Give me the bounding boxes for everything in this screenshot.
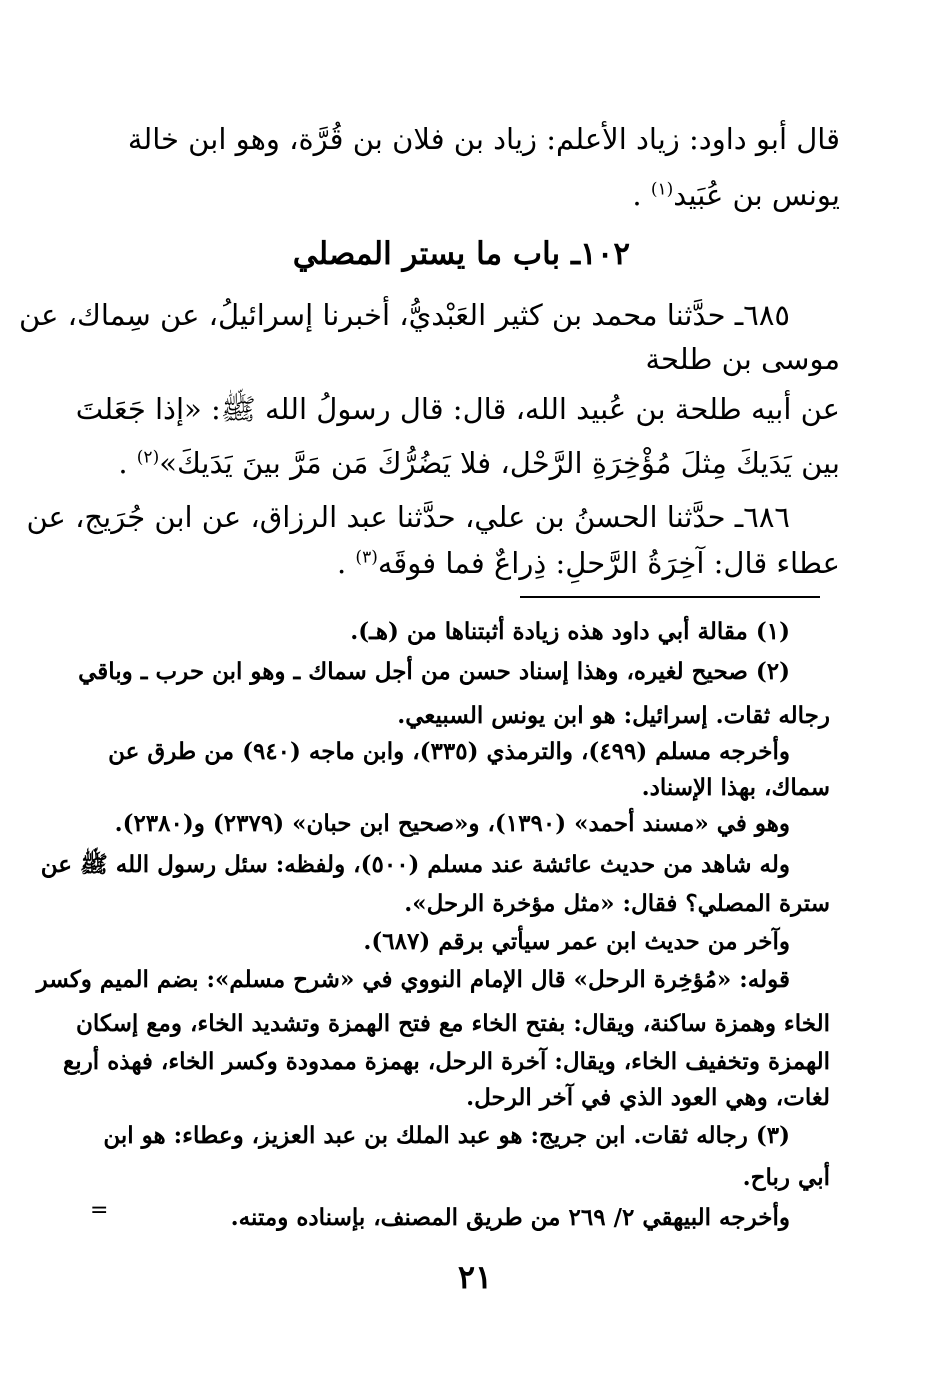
hadith-685-line-1 — [19, 298, 790, 332]
footnote-3-line-1 — [103, 1122, 790, 1149]
footnote-2-line-8-text: وآخر من حديث ابن عمر سيأتي برقم (٦٨٧). — [363, 928, 790, 955]
footnote-2-line-1-text: (٢) صحيح لغيره، وهذا إسناد حسن من أجل سماك ـ وهو ابن حرب ـ وباقي — [78, 658, 790, 685]
chapter-title-text: ١٠٢ـ باب ما يستر المصلي — [292, 236, 630, 272]
footnote-2-line-10-text: الخاء وهمزة ساكنة، ويقال: بفتح الخاء مع فتح الهمزة وتشديد الخاء، ومع إسكان — [76, 1010, 830, 1037]
hadith-685-line-3-text: عن أبيه طلحة بن عُبيد الله، قال: قال رسولُ الله ﷺ: «إذا جَعَلتَ — [75, 392, 840, 426]
hadith-685-line-2 — [645, 342, 840, 376]
intro-line-2-end: . — [632, 178, 642, 212]
footnote-2-line-8 — [363, 928, 790, 955]
hadith-685-line-4 — [118, 446, 840, 480]
hadith-686-line-1 — [26, 500, 790, 534]
hadith-686-line-2-text: عطاء قال: آخِرَةُ الرَّحلِ: ذِراعٌ فما فوقَه — [377, 546, 840, 580]
footnote-ref-2[interactable]: (٢) — [136, 447, 160, 468]
footnote-2-line-3 — [108, 738, 790, 765]
hadith-685-line-3 — [76, 392, 840, 434]
footnote-2-line-9-text: قوله: «مُؤخِرة الرحل» قال الإمام النووي في «شرح مسلم»: بضم الميم وكسر — [36, 966, 790, 993]
hadith-685-line-2-text: موسى بن طلحة — [645, 342, 840, 376]
intro-line-2-text: يونس بن عُبَيد — [673, 178, 840, 212]
footnote-3-line-3 — [231, 1204, 790, 1231]
hadith-686-line-2-end: . — [336, 546, 347, 580]
footnote-ref-1[interactable]: (١) — [650, 179, 674, 200]
footnote-2-line-11-text: الهمزة وتخفيف الخاء، ويقال: آخرة الرحل، بهمزة ممدودة وكسر الخاء، فهذه أربع — [63, 1048, 830, 1075]
hadith-685-line-4-text: بين يَدَيكَ مِثلَ مُؤْخِرَةِ الرَّحْل، فلا يَضُرُّكَ مَن مَرَّ بينَ يَدَيكَ» — [159, 446, 840, 480]
footnote-2-line-4-text: سماك، بهذا الإسناد. — [641, 774, 830, 801]
hadith-686-line-1-text: ٦٨٦ـ حدَّثنا الحسنُ بن علي، حدَّثنا عبد الرزاق، عن ابن جُرَيج، عن — [26, 500, 790, 534]
footnote-separator — [520, 596, 820, 598]
footnote-1 — [350, 618, 790, 645]
footnote-2-line-9 — [37, 966, 790, 993]
footnote-2-line-6-text: وله شاهد من حديث عائشة عند مسلم (٥٠٠)، ولفظه: سئل رسول الله ﷺ عن — [40, 851, 790, 878]
footnote-2-line-3-text: وأخرجه مسلم (٤٩٩)، والترمذي (٣٣٥)، وابن ماجه (٩٤٠) من طرق عن — [108, 738, 790, 765]
footnote-2-line-2 — [397, 702, 830, 729]
intro-line-1-text: قال أبو داود: زياد الأعلم: زياد بن فلان بن قُرَّة، وهو ابن خالة — [127, 122, 840, 156]
footnote-2-line-12-text: لغات، وهي العود الذي في آخر الرحل. — [466, 1084, 830, 1111]
chapter-title — [293, 236, 630, 272]
footnote-3-line-2-text: أبي رباح. — [742, 1164, 830, 1191]
footnote-2-line-12 — [466, 1084, 830, 1111]
footnote-2-line-2-text: رجاله ثقات. إسرائيل: هو ابن يونس السبيعي. — [397, 702, 830, 729]
footnote-ref-3[interactable]: (٣) — [355, 547, 378, 568]
footnote-2-line-10 — [76, 1010, 830, 1037]
page-number: ٢١ — [457, 1258, 493, 1296]
intro-line-2 — [632, 178, 840, 212]
footnote-3-line-1-text: (٣) رجاله ثقات. ابن جريج: هو عبد الملك بن عبد العزيز، وعطاء: هو ابن — [103, 1122, 790, 1149]
hadith-686-line-2 — [337, 546, 840, 580]
hadith-685-line-4-end: . — [118, 446, 128, 480]
footnote-2-line-11 — [63, 1048, 830, 1075]
footnote-2-line-5 — [115, 810, 790, 837]
footnote-2-line-5-text: وهو في «مسند أحمد» (١٣٩٠)، و«صحيح ابن حبان» (٢٣٧٩) و(٢٣٨٠). — [114, 810, 790, 837]
footnote-2-line-4 — [642, 774, 830, 801]
footnote-3-line-3-text: وأخرجه البيهقي ٢/ ٢٦٩ من طريق المصنف، بإسناده ومتنه. — [230, 1204, 790, 1231]
footnote-2-line-7 — [404, 890, 830, 917]
footnote-1-text: (١) مقالة أبي داود هذه زيادة أثبتناها من (هـ). — [350, 618, 790, 645]
footnote-2-line-1 — [78, 658, 790, 685]
footnote-2-line-6 — [41, 850, 790, 884]
intro-line-1 — [120, 122, 840, 156]
footnote-2-line-7-text: سترة المصلي؟ فقال: «مثل مؤخرة الرحل». — [404, 890, 830, 917]
footnote-3-line-2 — [743, 1164, 830, 1191]
hadith-685-line-1-text: ٦٨٥ـ حدَّثنا محمد بن كثير العَبْديُّ، أخبرنا إسرائيلُ، عن سِماك، عن — [19, 298, 790, 332]
continuation-mark: = — [90, 1198, 109, 1223]
